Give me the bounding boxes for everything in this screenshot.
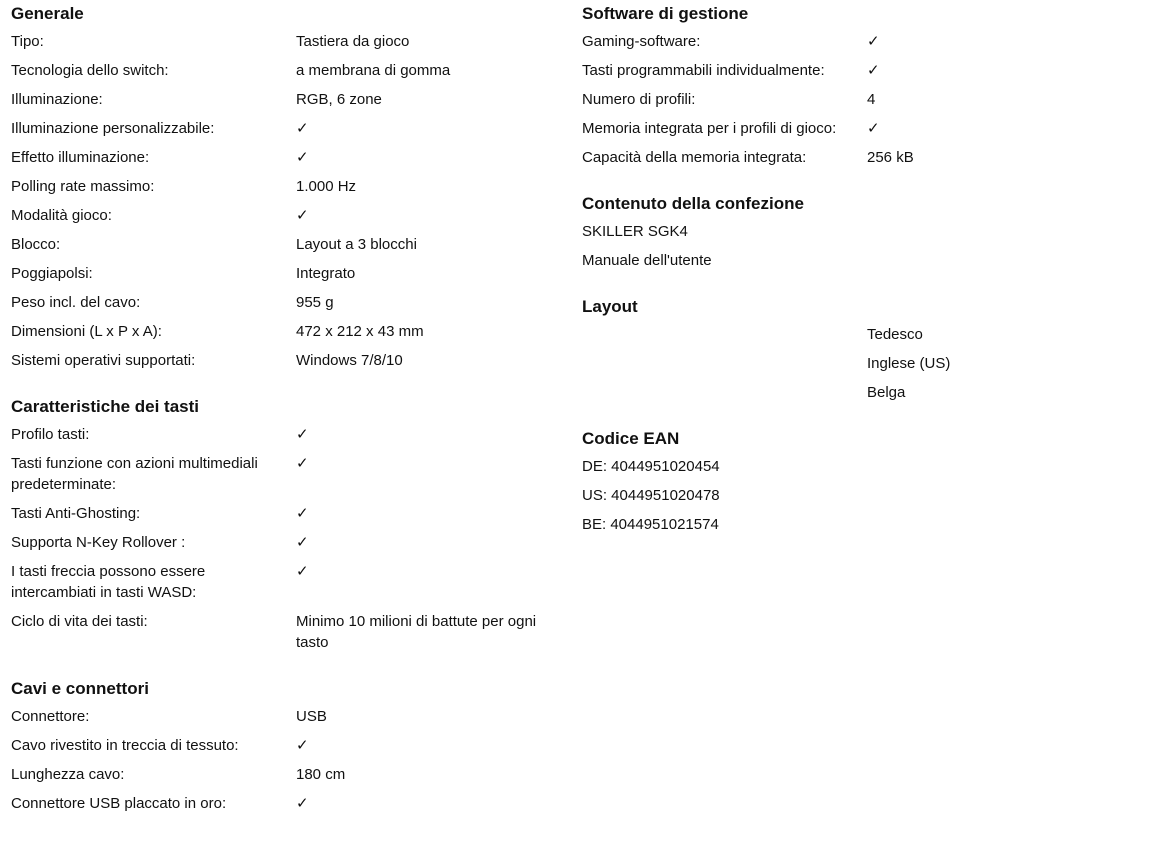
spec-label: Tecnologia dello switch: [11,62,169,79]
ean-item: BE: 4044951021574 [582,516,719,533]
spec-rows [11,706,551,814]
section-title: Layout [582,297,638,316]
spec-value: Integrato [296,265,356,282]
spec-value: ✓ [296,149,309,166]
spec-label: Cavo rivestito in treccia di tessuto: [11,737,239,754]
ean-item: US: 4044951020478 [582,487,720,504]
left-column [11,2,551,838]
spec-value: ✓ [296,737,309,754]
spec-value: ✓ [296,534,309,551]
spec-value: 256 kB [867,149,914,166]
spec-row [11,503,551,524]
section-contenuto [582,192,1142,271]
spec-row [11,263,551,284]
spec-row [582,147,1142,168]
spec-value: ✓ [296,795,309,812]
spec-row [11,793,551,814]
spec-value: RGB, 6 zone [296,91,382,108]
spec-value: 180 cm [296,766,346,783]
spec-label: Tasti programmabili individualmente: [582,62,825,79]
spec-row [582,118,1142,139]
spec-label: Connettore: [11,708,90,725]
spec-row [11,31,551,52]
spec-label: Tasti funzione con azioni multimediali predeterminate: [11,455,258,493]
spec-value: ✓ [296,207,309,224]
spec-label: Tipo: [11,33,44,50]
section-title: Generale [11,4,84,23]
spec-row [11,611,551,653]
spec-label: Illuminazione personalizzabile: [11,120,215,137]
spec-row [11,292,551,313]
ean-item: DE: 4044951020454 [582,458,720,475]
spec-row [11,532,551,553]
section-title: Cavi e connettori [11,679,149,698]
spec-value: USB [296,708,327,725]
section-cavi-connettori [11,677,551,814]
section-title: Contenuto della confezione [582,194,804,213]
spec-row [11,453,551,495]
spec-row [11,764,551,785]
section-software [582,2,1142,168]
spec-label: Profilo tasti: [11,426,90,443]
content-item: SKILLER SGK4 [582,223,688,240]
spec-label: Modalità gioco: [11,207,112,224]
spec-row [11,205,551,226]
spec-row [11,350,551,371]
spec-value: ✓ [296,120,309,137]
spec-value: Minimo 10 milioni di battute per ogni tasto [296,613,537,651]
spec-row [11,176,551,197]
spec-label: Tasti Anti-Ghosting: [11,505,141,522]
spec-label: Memoria integrata per i profili di gioco: [582,120,837,137]
spec-label: Blocco: [11,236,61,253]
spec-row [11,147,551,168]
spec-row [11,424,551,445]
spec-label: Dimensioni (L x P x A): [11,323,162,340]
content-item: Manuale dell'utente [582,252,712,269]
section-title: Software di gestione [582,4,749,23]
section-layout [582,295,1142,403]
spec-value: ✓ [296,563,309,580]
layout-item: Inglese (US) [867,355,951,372]
spec-label: Capacità della memoria integrata: [582,149,807,166]
spec-value: Layout a 3 blocchi [296,236,417,253]
spec-value: ✓ [867,62,880,79]
spec-label: Sistemi operativi supportati: [11,352,196,369]
spec-value: ✓ [296,426,309,443]
spec-row [11,234,551,255]
layout-item: Belga [867,384,906,401]
spec-label: Effetto illuminazione: [11,149,150,166]
spec-label: Ciclo di vita dei tasti: [11,613,148,630]
spec-value: 1.000 Hz [296,178,357,195]
spec-value: ✓ [296,505,309,522]
spec-row [11,561,551,603]
spec-label: Connettore USB placcato in oro: [11,795,227,812]
spec-label: Poggiapolsi: [11,265,93,282]
spec-value: 4 [867,91,876,108]
spec-label: Numero di profili: [582,91,696,108]
spec-row [11,735,551,756]
spec-row [582,89,1142,110]
spec-row [11,118,551,139]
section-title: Codice EAN [582,429,680,448]
spec-rows [11,31,551,371]
spec-rows [11,424,551,653]
section-generale [11,2,551,371]
spec-value: Windows 7/8/10 [296,352,403,369]
spec-row [11,89,551,110]
spec-label: Peso incl. del cavo: [11,294,141,311]
spec-label: I tasti freccia possono essere intercambiati in tasti WASD: [11,563,206,601]
spec-row [11,321,551,342]
spec-value: ✓ [296,455,309,472]
spec-row [11,60,551,81]
spec-label: Gaming-software: [582,33,701,50]
spec-row [11,706,551,727]
spec-value: 955 g [296,294,334,311]
spec-value: ✓ [867,33,880,50]
spec-label: Illuminazione: [11,91,103,108]
spec-value: ✓ [867,120,880,137]
spec-label: Supporta N-Key Rollover : [11,534,186,551]
spec-row [582,60,1142,81]
section-title: Caratteristiche dei tasti [11,397,200,416]
spec-label: Polling rate massimo: [11,178,155,195]
section-ean [582,427,1142,535]
spec-rows [582,31,1142,168]
spec-value: 472 x 212 x 43 mm [296,323,424,340]
spec-row [582,31,1142,52]
spec-value: a membrana di gomma [296,62,451,79]
spec-value: Tastiera da gioco [296,33,410,50]
section-caratteristiche-tasti [11,395,551,653]
spec-label: Lunghezza cavo: [11,766,125,783]
layout-item: Tedesco [867,326,923,343]
right-column [582,2,1142,559]
